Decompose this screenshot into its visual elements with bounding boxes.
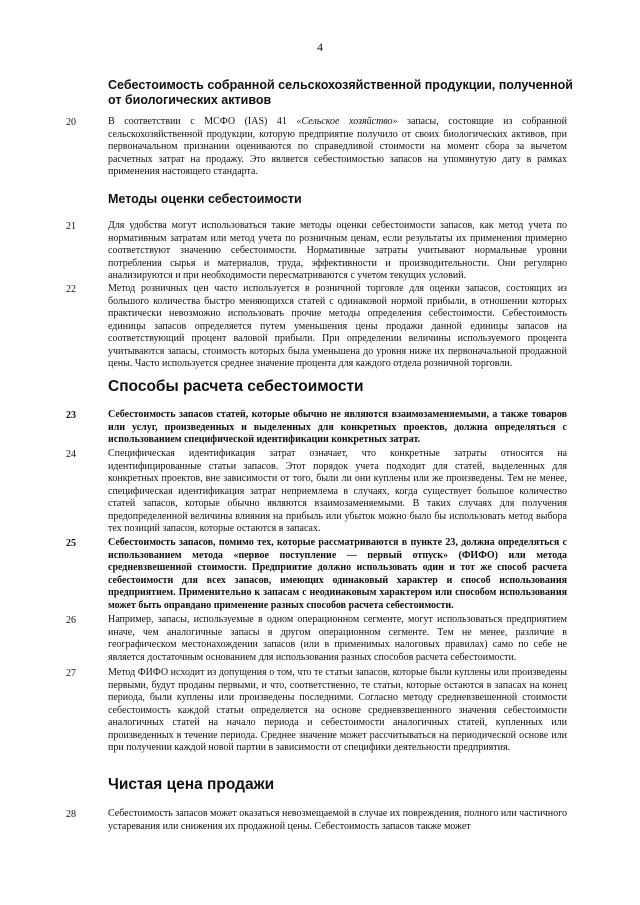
- paragraph-number: 22: [66, 284, 76, 295]
- paragraph-text: Для удобства могут использоваться такие методы оценки себестоимости запасов, как метод учета по нормативным затратам или метод учета по розничным ценам, если результаты их применения примерно соответствуют значению себестоимости. Нормативные затраты учитывают нормальные уровни потребления сырья и материалов, труда, эффективности и производительности. Они регулярно анализируются и при необходимости пересматриваются с учетом текущих условий.: [108, 220, 567, 281]
- section-heading-cost-measurement-methods: Методы оценки себестоимости: [108, 192, 302, 206]
- paragraph-number: 21: [66, 221, 76, 232]
- section-heading-cost-formulas: Способы расчета себестоимости: [108, 378, 364, 395]
- paragraph-number: 28: [66, 809, 76, 820]
- page-number: 4: [317, 40, 323, 54]
- paragraph-text: Себестоимость запасов, помимо тех, которые рассматриваются в пункте 23, должна определяться с использованием метода «первое поступление — первый отпуск» (ФИФО) или метода средневзвешенной стоимости. Предприятие должно использовать один и тот же способ расчета себестоимости для всех запасов, имеющих одинаковый характер и способ использования предприятием. Применительно к запасам с неодинаковым характером или способом использования может быть оправдано применение разных способов расчета себестоимости.: [108, 537, 567, 611]
- paragraph-number: 20: [66, 117, 76, 128]
- section-heading-net-realisable-value: Чистая цена продажи: [108, 776, 275, 793]
- paragraph-number: 25: [66, 538, 76, 549]
- paragraph-text: Себестоимость запасов статей, которые обычно не являются взаимозаменяемыми, а также товаров или услуг, произведенных и выделенных для конкретных проектов, должна определяться с использованием специфической идентификации конкретных затрат.: [108, 409, 567, 445]
- paragraph-text-rest: запасы, состоящие из собранной сельскохозяйственной продукции, которую предприятие получило от своих биологических активов, при первоначальном признании оцениваются по справедливой стоимости на момент сбора за вычетом расчетных затрат на продажу. Это является себестоимостью запасов на упомянутую дату в рамках применения настоящего стандарта.: [108, 116, 567, 177]
- paragraph-number: 27: [66, 668, 76, 679]
- paragraph-number: 26: [66, 615, 76, 626]
- section-heading-cost-of-agricultural-produce: Себестоимость собранной сельскохозяйственной продукции, полученной от биологических активов: [108, 78, 573, 107]
- standard-reference: «Сельское хозяйство»: [296, 116, 398, 127]
- paragraph-number: 23: [66, 410, 76, 421]
- paragraph-number: 24: [66, 449, 76, 460]
- paragraph-text: Метод ФИФО исходит из допущения о том, что те статьи запасов, которые были куплены или произведены первыми, будут проданы первыми, и что, соответственно, те статьи, которые остаются в запасах на конец периода, были куплены или произведены последними. Согласно методу средневзвешенной стоимости себестоимость каждой статьи определяется на основе средневзвешенного значения себестоимости аналогичных статей на начало периода и себестоимости аналогичных статей, купленных или произведенных в течение периода. Среднее значение может рассчитываться на периодической основе или при получении каждой новой партии в зависимости от специфики деятельности предприятия.: [108, 667, 567, 753]
- paragraph-text-start: В соответствии с МСФО (IAS) 41: [108, 116, 297, 127]
- paragraph-text: [108, 116, 567, 179]
- paragraph-text: Например, запасы, используемые в одном операционном сегменте, могут использоваться предприятием иначе, чем аналогичные запасы в другом операционном сегменте. Тем не менее, различие в географическом местонахождении запасов (или в применимых налоговых правилах) само по себе не является достаточным основанием для использования разных способов расчета себестоимости.: [108, 614, 567, 663]
- paragraph-text: Метод розничных цен часто используется в розничной торговле для оценки запасов, состоящих из большого количества быстро меняющихся статей с одинаковой нормой прибыли, в отношении которых практически невозможно использовать прочие методы определения себестоимости. Себестоимость единицы запасов определяется путем уменьшения цены продажи данной единицы запасов на соответствующий процент валовой прибыли. При определении величины используемого процента учитываются запасы, стоимость которых была уменьшена до уровня ниже их первоначальной продажной цены. Часто используется среднее значение процента для каждого отдела розничной торговли.: [108, 283, 567, 369]
- paragraph-text: Себестоимость запасов может оказаться невозмещаемой в случае их повреждения, полного или частичного устаревания или снижения их продажной цены. Себестоимость запасов также может: [108, 808, 567, 832]
- paragraph-text: Специфическая идентификация затрат означает, что конкретные затраты относятся на идентифицированные статьи запасов. Этот порядок учета подходит для статей, выделенных для конкретных проектов, вне зависимости от того, были ли они куплены или же произведены. Тем не менее, специфическая идентификация затрат неприемлема в случаях, когда существует большое количество статей запасов, которые обычно являются взаимозаменяемыми. В таких случаях для получения предопределенной величины влияния на прибыль или убыток можно было бы использовать метод выбора тех позиций запасов, которые остаются в запасах.: [108, 448, 567, 534]
